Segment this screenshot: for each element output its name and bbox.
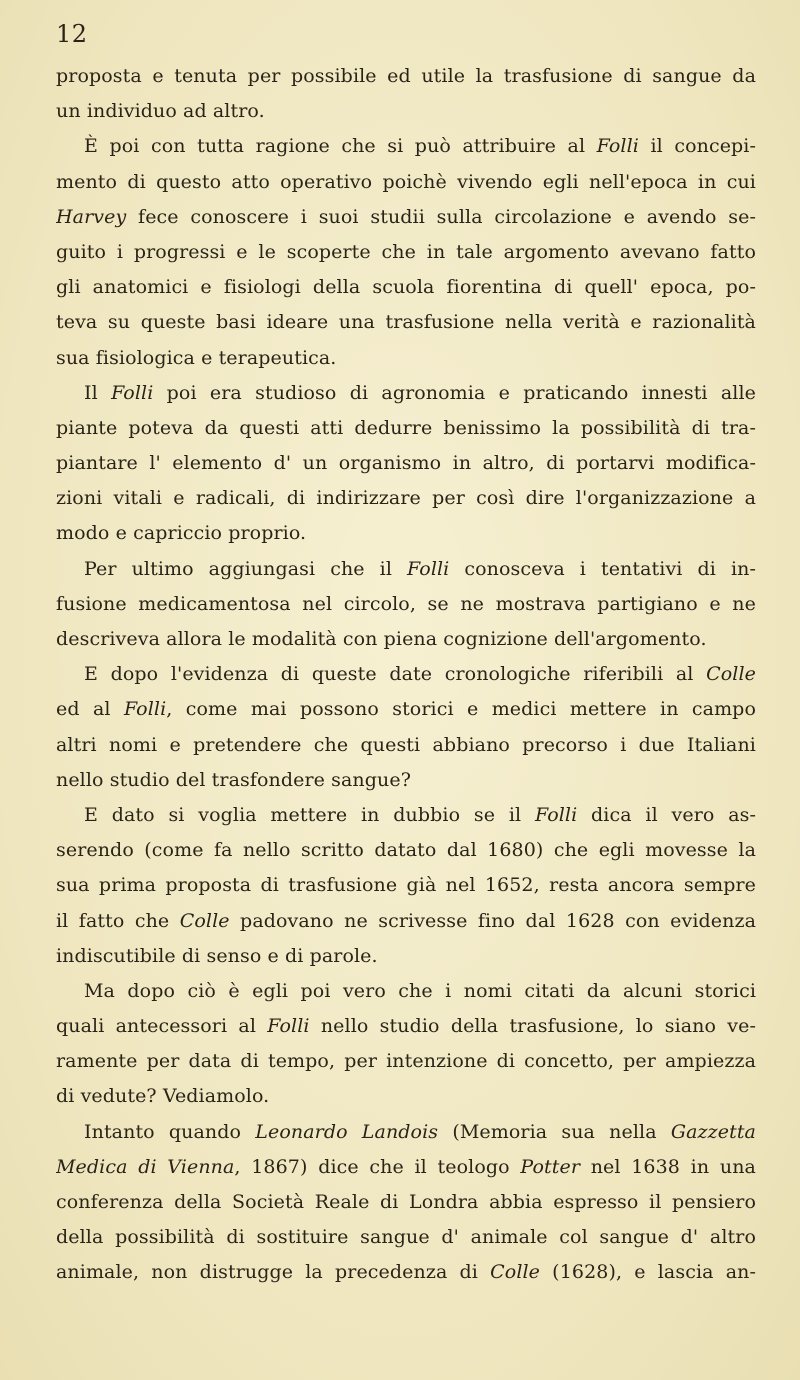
text-line: fusione medicamentosa nel circolo, se ne mostrava partigiano e ne <box>56 592 756 615</box>
text-line: quali antecessori al Folli nello studio della trasfusione, lo siano ve- <box>56 1015 756 1038</box>
text-line: nello studio del trasfondere sangue? <box>56 768 411 791</box>
text-line: ed al Folli, come mai possono storici e medici mettere in campo <box>56 698 756 721</box>
text-line: un individuo ad altro. <box>56 100 265 123</box>
italic-name: Leonardo Landois <box>255 1120 439 1143</box>
italic-name: Folli <box>111 381 154 404</box>
italic-name: Potter <box>520 1155 581 1178</box>
text-line: teva su queste basi ideare una trasfusione nella verità e razionalità <box>56 311 756 334</box>
text-line: piantare l' elemento d' un organismo in altro, di portarvi modifica- <box>56 452 756 475</box>
italic-name: Folli <box>596 135 639 158</box>
italic-name: Harvey <box>56 205 127 228</box>
text-line: descriveva allora le modalità con piena cognizione dell'argomento. <box>56 628 707 650</box>
text-line: mento di questo atto operativo poichè vivendo egli nell'epoca in cui <box>56 170 756 193</box>
italic-name: Gazzetta <box>670 1120 756 1143</box>
text-line: animale, non distrugge la precedenza di Colle (1628), e lascia an- <box>56 1261 756 1284</box>
text-line: sua fisiologica e terapeutica. <box>56 346 337 369</box>
text-line: della possibilità di sostituire sangue d' animale col sangue d' altro <box>56 1226 756 1249</box>
italic-name: Folli <box>267 1015 310 1038</box>
text-line: sua prima proposta di trasfusione già nel 1652, resta ancora sempre <box>56 874 756 897</box>
text-line: il fatto che Colle padovano ne scrivesse fino dal 1628 con evidenza <box>56 909 756 932</box>
text-line: altri nomi e pretendere che questi abbiano precorso i due Italiani <box>56 733 756 756</box>
text-line: E dopo l'evidenza di queste date cronologiche riferibili al Colle <box>84 663 756 686</box>
text-line: Harvey fece conoscere i suoi studii sulla circolazione e avendo se- <box>56 205 756 228</box>
italic-name: Folli <box>123 698 167 721</box>
text-line: ramente per data di tempo, per intenzione di concetto, per ampiezza <box>56 1050 756 1073</box>
italic-name: Colle <box>706 663 756 686</box>
text-line: indiscutibile di senso e di parole. <box>56 944 378 967</box>
text-line: di vedute? Vediamolo. <box>56 1085 270 1108</box>
text-line: È poi con tutta ragione che si può attribuire al Folli il concepi- <box>84 135 756 158</box>
text-line: Medica di Vienna, 1867) dice che il teologo Potter nel 1638 in una <box>56 1155 756 1178</box>
text-line: modo e capriccio proprio. <box>56 522 307 545</box>
page-number: 12 <box>56 20 88 48</box>
italic-name: Folli <box>534 803 578 826</box>
italic-name: Medica di Vienna <box>56 1155 235 1178</box>
italic-name: Colle <box>490 1261 541 1284</box>
text-line: Ma dopo ciò è egli poi vero che i nomi citati da alcuni storici <box>84 979 756 1002</box>
italic-name: Colle <box>179 909 230 932</box>
text-line: gli anatomici e fisiologi della scuola fiorentina di quell' epoca, po- <box>56 276 756 299</box>
text-line: conferenza della Società Reale di Londra abbia espresso il pensiero <box>56 1191 756 1213</box>
text-line: Intanto quando Leonardo Landois (Memoria sua nella Gazzetta <box>84 1120 756 1143</box>
text-line: E dato si voglia mettere in dubbio se il Folli dica il vero as- <box>84 803 756 826</box>
italic-name: Folli <box>407 557 450 580</box>
body-text <box>56 59 756 1291</box>
text-line: Il Folli poi era studioso di agronomia e praticando innesti alle <box>84 381 756 404</box>
text-line: serendo (come fa nello scritto datato dal 1680) che egli movesse la <box>56 839 756 862</box>
text-line: guito i progressi e le scoperte che in tale argomento avevano fatto <box>56 240 756 263</box>
text-line: proposta e tenuta per possibile ed utile la trasfusione di sangue da <box>56 65 756 87</box>
text-line: Per ultimo aggiungasi che il Folli conosceva i tentativi di in- <box>84 557 756 580</box>
text-line: piante poteva da questi atti dedurre benissimo la possibilità di tra- <box>56 416 756 439</box>
text-line: zioni vitali e radicali, di indirizzare per così dire l'organizzazione a <box>56 487 756 510</box>
